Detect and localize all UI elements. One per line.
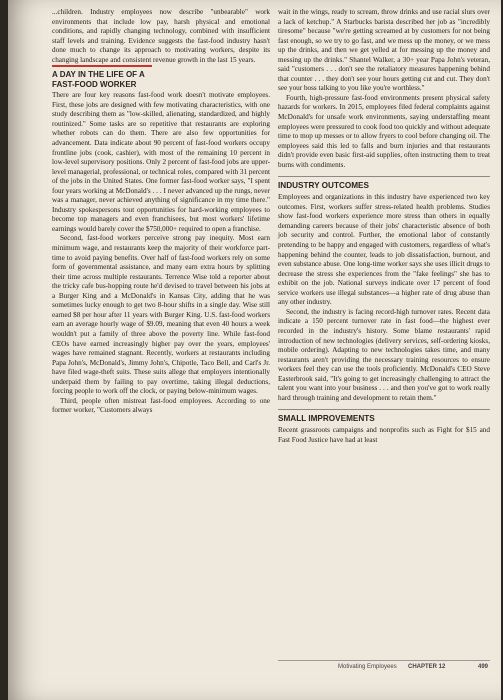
running-head: Motivating Employees [338, 664, 397, 670]
pay-inequity-paragraph: Second, fast-food workers perceive strong pay inequity. Most earn minimum wage, and restaurants keep the majority of their workforce part-time to avoid paying benefits. Over half of fast-food workers rely on some form of governmental assistance, and many earn extra hours by splitting their time across multiple restaurants. Terrence Wise told a reporter about the tricky cafe bus-hopping route he'd devised to travel between his jobs at a Burger King and a McDonald's in Kansas City, adding that he was sometimes lucky enough to get two 8-hour shifts in a single day. Wise still earned $8 per hour after 11 years with Burger King. U.S. fast-food workers earn an average hourly wage of $9.09, meaning that even 40 hours a week wouldn't put a family of three above the poverty line. While fast-food CEOs have earned increasingly higher pay over the years, employees' wages have remained stagnant. Recently, workers at restaurants including Papa John's, McDonald's, Jimmy John's, Chipotle, Taco Bell, and Carl's Jr. have filed wage-theft suits. These suits allege that employers intentionally underpaid them by failing to pay overtime, taking illegal deductions, forcing people to work off the clock, or paying below-minimum wages. [52, 234, 270, 396]
improvements-rule [278, 409, 490, 410]
page-number: 499 [477, 664, 488, 670]
intro-paragraph: ...children. Industry employees now describe "unbearable" work environments that include low pay, harsh physical and emotional conditions, and rapidly changing technology, combined with insufficient staff levels and training. Evidence suggests the fast-food industry hasn't done much to change its approach to motivating workers, despite its changing landscape and consistent revenue growth in the last 15 years. [52, 8, 270, 64]
stress-paragraph: Employees and organizations in this industry have experienced two key outcomes. First, workers suffer stress-related health problems. Studies show fast-food workers experience more stress than others in equally demanding careers because of their jobs' characteristic absence of both job security and control. Further, the emotional labor of constantly pretending to be happy and engaged with customers, regardless of what's happening behind the counter, leads to job dissatisfaction, burnout, and even substance abuse. One long-time worker says she uses illicit drugs to decrease the stress she experiences from the "fake feelings" she has to exhibit on the job. National surveys indicate over 17 percent of food service workers use illegal substances—a higher rate of drug abuse than any other industry. [278, 193, 490, 307]
turnover-paragraph: Second, the industry is facing record-high turnover rates. Recent data indicate a 150 percent turnover rate in fast food—the highest ever recorded in the industry's history. Some blame restaurants' rapid introduction of new technologies (delivery services, self-ordering kiosks, mobile ordering). Adapting to new technologies takes time, and many restaurants aren't providing the necessary training resources to ensure workers feel they can use the tools proficiently. McDonald's CEO Steve Easterbrook said, "It's going to get increasingly challenging to attract the talent you want into your business . . . and then you've got to work really hard through training and development to retain them." [278, 307, 490, 402]
textbook-page [8, 0, 501, 700]
box-paragraph: There are four key reasons fast-food work doesn't motivate employees. First, these jobs are designed with few motivating characteristics, with one study describing them as "low-skilled, alienating, standardized, and highly routinized." Some tasks are so repetitive that restaurants are exploring whether robots can do them. There are also few opportunities for advancement. Data indicate about 90 percent of fast-food workers occupy frontline jobs (cook, cashier), with most of the remaining 10 percent in low-level supervisory positions. Only 2 percent of fast-food jobs are upper-level managerial, professional, or technical roles, compared with 31 percent of the jobs in the United States. One former fast-food worker says, "I spent four years working at McDonald's . . . I never advanced up the rungs, never was a manager, never achieved anything of significance in my time there." Industry spokespersons tout opportunities for hard-working employees to become top managers and even franchisees, but most workers' lifetime earnings would barely cover the $750,000+ required to open a franchise. [52, 91, 270, 233]
customer-quote-paragraph: wait in the wings, ready to scream, throw drinks and use racial slurs over a lack of ketchup." A Starbucks barista described her job as "incredibly tiresome" because "we're getting screamed at by customers for not being fast enough, so we try to go fast, and we mess up the money, or we mess up the drinks, and then we get yelled at for messing up the money and messing up the drinks." Shantel Walker, a 30+ year Papa John's veteran, said "customers . . . don't see the retaliatory measures happening behind that counter . . . they don't see your hours getting cut and cut. They don't see your boss talking to you like you're worthless." [278, 8, 490, 93]
footer-rule [278, 660, 490, 661]
safety-paragraph: Fourth, high-pressure fast-food environments present physical safety hazards for workers. In 2015, employees filed federal complaints against McDonald's for unsafe work environments, saying understaffing meant employees were pressured to cook food too quickly and without adequate time to mop up messes or to allow fryers to cool before changing oil. The employees said this led to falls and burn injuries and that restaurants didn't provide even basic first-aid supplies, often instructing them to treat burns with condiments. [278, 93, 490, 169]
box-title-rule [52, 65, 152, 67]
improvements-paragraph: Recent grassroots campaigns and nonprofits such as Fight for $15 and Fast Food Justice have had at least [278, 426, 490, 444]
industry-outcomes-heading: INDUSTRY OUTCOMES [278, 181, 369, 191]
mistreatment-paragraph: Third, people often mistreat fast-food employees. According to one former worker, "Customers always [52, 396, 270, 415]
outcomes-rule [278, 176, 490, 177]
chapter-label: CHAPTER 12 [408, 664, 446, 670]
box-title: A DAY IN THE LIFE OF A FAST-FOOD WORKER [52, 70, 145, 89]
page-footer [278, 663, 490, 675]
right-column [278, 8, 490, 445]
left-column [52, 8, 270, 416]
small-improvements-heading: SMALL IMPROVEMENTS [278, 414, 375, 424]
